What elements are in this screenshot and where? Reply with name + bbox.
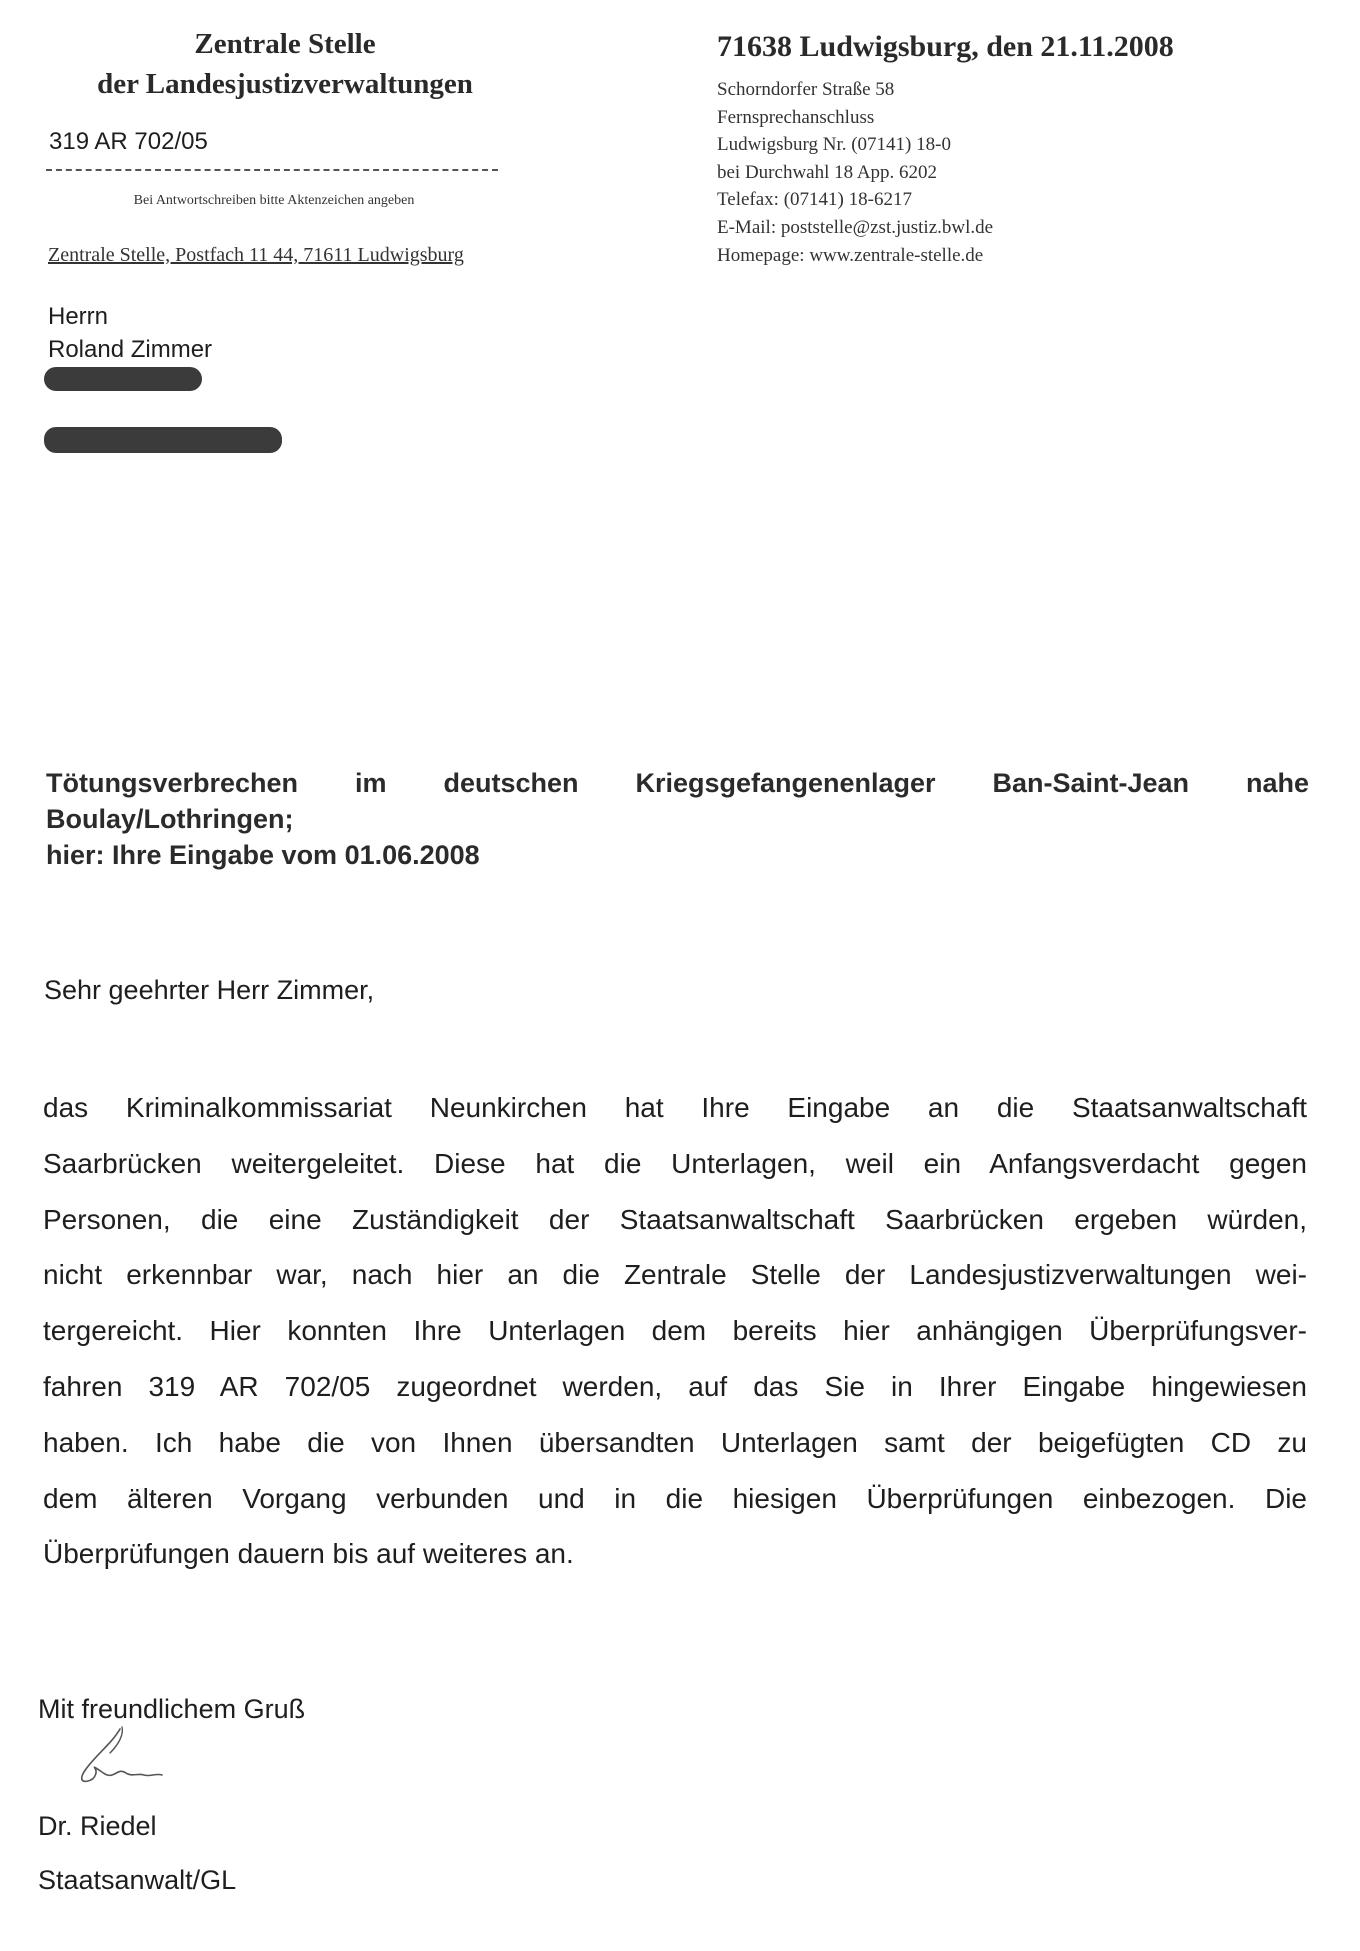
authority-name-line1: Zentrale Stelle xyxy=(194,28,376,60)
signer-name: Dr. Riedel xyxy=(38,1811,157,1841)
body-line: Personen, die eine Zuständigkeit der Staatsanwaltschaft Saarbrücken ergeben würden, xyxy=(43,1203,1307,1235)
contact-phone-label: Fernsprechanschluss xyxy=(717,106,875,128)
authority-name xyxy=(48,24,522,104)
return-address: Zentrale Stelle, Postfach 11 44, 71611 Ludwigsburg xyxy=(48,244,464,266)
redacted-street xyxy=(44,367,202,391)
redacted-city xyxy=(44,427,282,453)
closing: Mit freundlichem Gruß xyxy=(38,1694,306,1724)
contact-block xyxy=(717,76,993,269)
body-line: das Kriminalkommissariat Neunkirchen hat Ihre Eingabe an die Staatsanwaltschaft xyxy=(43,1092,1307,1123)
signer-title: Staatsanwalt/GL xyxy=(38,1865,237,1895)
body-line: nicht erkennbar war, nach hier an die Zentrale Stelle der Landesjustizverwaltungen wei- xyxy=(43,1259,1307,1291)
salutation: Sehr geehrter Herr Zimmer, xyxy=(44,975,375,1005)
letter-body xyxy=(43,1080,1307,1582)
authority-name-line2: der Landesjustizverwaltungen xyxy=(97,68,473,100)
body-line: tergereicht. Hier konnten Ihre Unterlagen dem bereits hier anhängigen Überprüfungsver- xyxy=(43,1315,1307,1347)
subject-line2: Boulay/Lothringen; xyxy=(46,804,294,834)
place-and-date: 71638 Ludwigsburg, den 21.11.2008 xyxy=(717,30,1174,63)
subject-line3: hier: Ihre Eingabe vom 01.06.2008 xyxy=(46,840,480,870)
body-line: Überprüfungen dauern bis auf weiteres an. xyxy=(43,1538,574,1570)
contact-homepage: Homepage: www.zentrale-stelle.de xyxy=(717,244,984,266)
subject xyxy=(46,765,1309,873)
recipient-salutation: Herrn xyxy=(48,303,109,330)
contact-phone-main: Ludwigsburg Nr. (07141) 18-0 xyxy=(717,134,951,156)
body-line: dem älteren Vorgang verbunden und in die hiesigen Überprüfungen einbezogen. Die xyxy=(43,1482,1307,1514)
contact-fax: Telefax: (07141) 18-6217 xyxy=(717,189,912,211)
recipient-address xyxy=(48,300,212,366)
signature xyxy=(62,1725,172,1795)
body-line: haben. Ich habe die von Ihnen übersandten Unterlagen samt der beigefügten CD zu xyxy=(43,1426,1307,1458)
divider-line xyxy=(46,169,498,171)
reference-note: Bei Antwortschreiben bitte Aktenzeichen angeben xyxy=(133,193,415,208)
subject-line1: Tötungsverbrechen im deutschen Kriegsgefangenenlager Ban-Saint-Jean nahe xyxy=(46,768,1309,798)
contact-phone-direct: bei Durchwahl 18 App. 6202 xyxy=(717,161,938,183)
body-line: Saarbrücken weitergeleitet. Diese hat die Unterlagen, weil ein Anfangsverdacht gegen xyxy=(43,1147,1307,1179)
body-line: fahren 319 AR 702/05 zugeordnet werden, auf das Sie in Ihrer Eingabe hingewiesen xyxy=(43,1370,1307,1402)
contact-street: Schorndorfer Straße 58 xyxy=(717,79,895,100)
file-reference: 319 AR 702/05 xyxy=(49,128,208,155)
contact-email: E-Mail: poststelle@zst.justiz.bwl.de xyxy=(717,216,994,238)
recipient-name: Roland Zimmer xyxy=(48,336,213,363)
